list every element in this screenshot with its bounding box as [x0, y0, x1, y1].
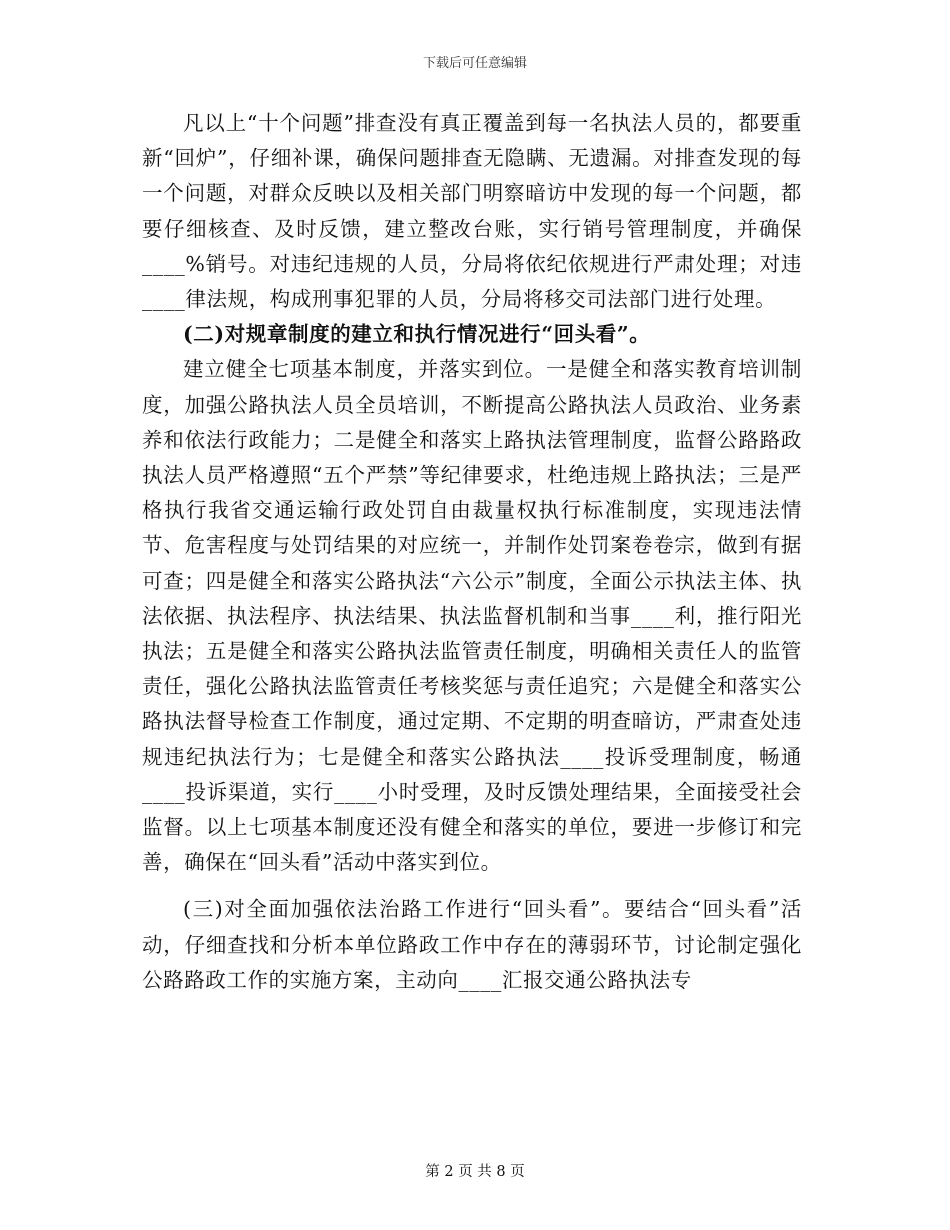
page-number: 第 2 页 共 8 页 — [425, 1164, 525, 1180]
paragraph-section-3: (三)对全面加强依法治路工作进行“回头看”。要结合“回头看”活动，仔细查找和分析本单位路政工作中存在的薄弱环节，讨论制定强化公路路政工作的实施方案，主动向____汇报交通公路执法专 — [142, 897, 802, 992]
paragraph-seven-systems: 建立健全七项基本制度，并落实到位。一是健全和落实教育培训制度，加强公路执法人员全员培训，不断提高公路执法人员政治、业务素养和依法行政能力；二是健全和落实上路执法管理制度，监督公路路政执法人员严格遵照“五个严禁”等纪律要求，杜绝违规上路执法；三是严格执行我省交通运输行政处罚自由裁量权执行标准制度，实现违法情节、危害程度与处罚结果的对应统一，并制作处罚案卷卷宗，做到有据可查；四是健全和落实公路执法“六公示”制度，全面公示执法主体、执法依据、执法程序、执法结果、执法监督机制和当事____利，推行阳光执法；五是健全和落实公路执法监管责任制度，明确相关责任人的监管责任，强化公路执法监管责任考核奖惩与责任追究；六是健全和落实公路执法督导检查工作制度，通过定期、不定期的明查暗访，严肃查处违规违纪执法行为；七是健全和落实公路执法____投诉受理制度，畅通____投诉渠道，实行____小时受理，及时反馈处理结果，全面接受社会监督。以上七项基本制度还没有健全和落实的单位，要进一步修订和完善，确保在“回头看”活动中落实到位。 — [142, 357, 802, 875]
paragraph-ten-issues: 凡以上“十个问题”排查没有真正覆盖到每一名执法人员的，都要重新“回炉”，仔细补课，确保问题排查无隐瞒、无遗漏。对排查发现的每一个问题，对群众反映以及相关部门明察暗访中发现的每一个问题，都要仔细核查、及时反馈，建立整改台账，实行销号管理制度，并确保____%销号。对违纪违规的人员，分局将依纪依规进行严肃处理；对违____律法规，构成刑事犯罪的人员，分局将移交司法部门进行处理。 — [142, 111, 802, 312]
section-heading-2: (二)对规章制度的建立和执行情况进行“回头看”。 — [183, 322, 651, 347]
page-header-note: 下载后可任意编辑 — [422, 56, 527, 71]
document-body — [142, 106, 802, 998]
